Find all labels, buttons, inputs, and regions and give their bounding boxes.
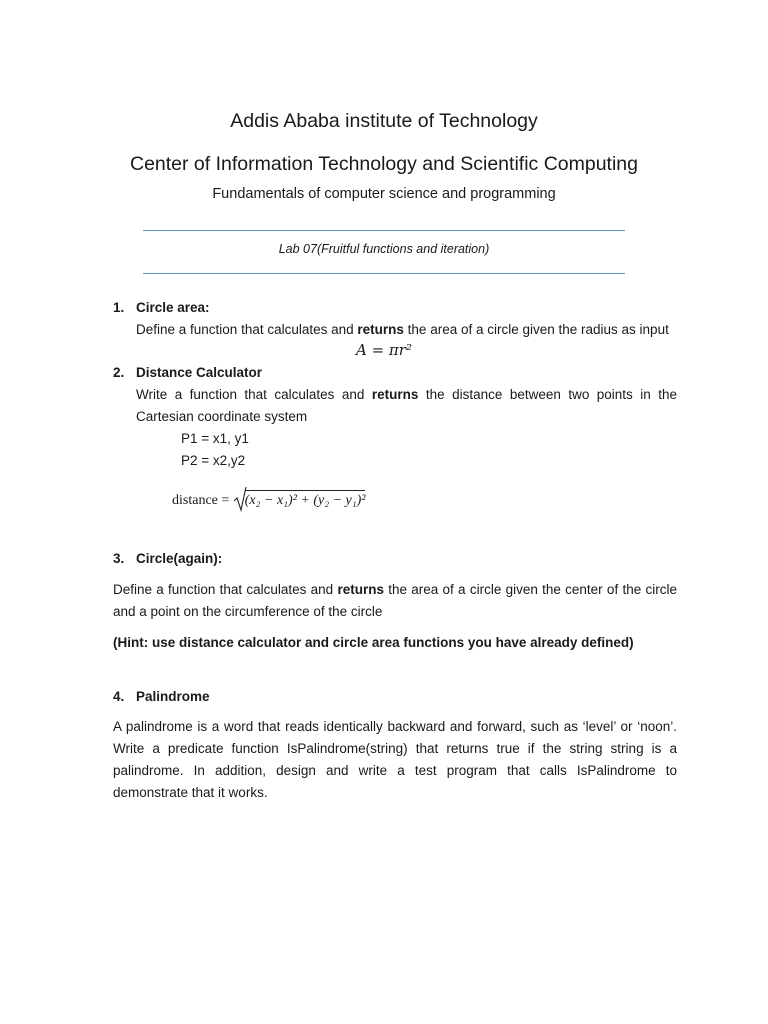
item-3-title: Circle(again):: [136, 551, 223, 566]
bottom-divider: [143, 273, 625, 274]
item-3-hint: (Hint: use distance calculator and circle area functions you have already defined): [113, 635, 634, 650]
distance-formula-expression: (x₂ − x₁)² + (y₂ − y₁)²: [245, 490, 366, 509]
item-3-number: 3.: [113, 551, 125, 566]
item-4-title: Palindrome: [136, 689, 210, 704]
distance-formula: [172, 486, 365, 512]
center-title: Center of Information Technology and Scientific Computing: [129, 153, 638, 175]
item-2-number: 2.: [113, 365, 125, 380]
item-4-number: 4.: [113, 689, 125, 704]
top-divider: [143, 230, 625, 231]
item-3-text: Define a function that calculates and returns the area of a circle given the center of the circle and a point on the circumference of the circle: [113, 582, 677, 619]
item-1-number: 1.: [113, 300, 125, 315]
circle-area-formula: A = πr²: [356, 341, 412, 359]
item-1-title: Circle area:: [136, 300, 210, 315]
course-title: Fundamentals of computer science and programming: [212, 186, 556, 202]
item-1-text: Define a function that calculates and returns the area of a circle given the radius as input: [136, 322, 669, 337]
institute-title: Addis Ababa institute of Technology: [230, 110, 538, 132]
distance-formula-label: distance =: [172, 493, 230, 508]
item-2-title: Distance Calculator: [136, 365, 263, 380]
item-2-text: Write a function that calculates and returns the distance between two points in the Cartesian coordinate system: [136, 387, 677, 424]
point-1-label: P1 = x1, y1: [181, 431, 249, 446]
item-4-text: A palindrome is a word that reads identically backward and forward, such as ‘level’ or ‘noon’. Write a predicate function IsPalindrome(string) that returns true if the string string is a palindrome. In addition, design and write a test program that calls IsPalindrome to demonstrate that it works.: [113, 719, 677, 800]
lab-title: Lab 07(Fruitful functions and iteration): [278, 242, 490, 256]
point-2-label: P2 = x2,y2: [181, 453, 246, 468]
